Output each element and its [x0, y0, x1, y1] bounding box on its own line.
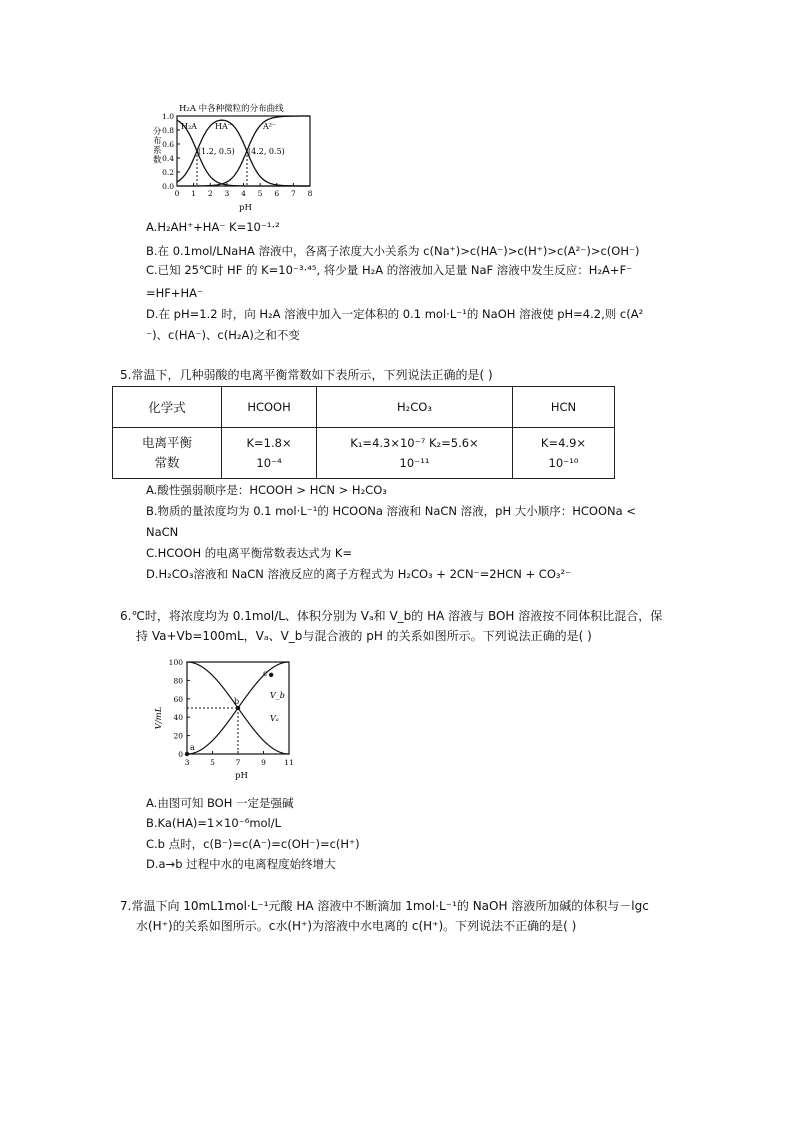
q6-option-b: B.Ka(HA)=1×10⁻⁶mol/L: [146, 816, 282, 830]
table-cell-h2co3: [317, 428, 513, 479]
hcooh-exp: 10⁻⁴: [256, 456, 282, 470]
y-tick-label: 60: [173, 694, 183, 704]
q4-option-c: C.已知 25℃时 HF 的 K=10⁻³·⁴⁵, 将少量 H₂A 的溶液加入足量 NaF 溶液中发生反应：H₂A+F⁻: [146, 263, 633, 277]
legend-ha: HA⁻: [215, 122, 232, 131]
q6-stem-line2: 持 Va+Vb=100mL，Vₐ、V_b与混合液的 pH 的关系如图所示。下列说法正确的是( ): [136, 629, 592, 643]
x-tick-label: 9: [261, 758, 266, 767]
x-tick-label: 7: [235, 758, 241, 767]
table-header-formula: 化学式: [113, 387, 222, 428]
y-axis-label-char: 数: [153, 155, 162, 166]
y-axis-label-char: 分: [153, 127, 162, 137]
q7-stem-line2: 水(H⁺)的关系如图所示。c水(H⁺)为溶液中水电离的 c(H⁺)。下列说法不正确的是( ): [136, 919, 577, 933]
x-tick-label: 4: [241, 189, 246, 198]
curve-label-va: Vₐ: [270, 714, 279, 723]
y-tick-label: 0.8: [162, 126, 174, 135]
y-tick-label: 80: [173, 676, 183, 686]
x-tick-label: 8: [307, 189, 313, 198]
x-tick-label: 2: [207, 189, 213, 198]
acid-constant-table: [112, 386, 615, 479]
q5-option-a: A.酸性强弱顺序是：HCOOH > HCN > H₂CO₃: [146, 483, 387, 497]
y-tick-label: 0.2: [162, 168, 174, 177]
legend-h2a: H₂A: [181, 122, 197, 131]
h2co3-k: K₁=4.3×10⁻⁷ K₂=5.6×: [350, 436, 479, 450]
y-axis-label: [153, 126, 162, 166]
y-tick-label: 40: [173, 713, 183, 723]
y-tick-label: 0: [178, 750, 183, 759]
legend-a2: A²⁻: [263, 122, 277, 131]
table-header-h2co3: H₂CO₃: [317, 387, 513, 428]
table-row-label: [113, 428, 222, 479]
y-axis-label-char: 系: [153, 146, 162, 156]
x-tick-label: 11: [284, 758, 294, 767]
hcn-exp: 10⁻¹⁰: [548, 456, 579, 470]
point-b: [236, 706, 240, 710]
q4-option-c-cont: =HF+HA⁻: [146, 286, 204, 300]
x-tick-label: 1: [191, 189, 197, 198]
hcn-k: K=4.9×: [540, 436, 587, 450]
point-label-b: b: [234, 697, 240, 706]
y-tick-label: 0.6: [162, 140, 174, 149]
q6-option-a: A.由图可知 BOH 一定是强碱: [146, 796, 294, 810]
y-axis-label-char: 布: [153, 136, 162, 147]
y-tick-label: 0.4: [162, 154, 174, 163]
y-axis-label: V/mL: [154, 706, 164, 730]
row-label-line1: 电离平衡: [142, 435, 193, 450]
y-tick-label: 1.0: [162, 112, 174, 121]
q5-option-b: B.物质的量浓度均为 0.1 mol·L⁻¹的 HCOONa 溶液和 NaCN 溶液，pH 大小顺序：HCOONa <: [146, 504, 636, 518]
row-label-line2: 常数: [154, 455, 180, 470]
distribution-chart: [145, 100, 325, 216]
volume-ph-chart: [145, 652, 305, 782]
x-tick-label: 7: [290, 189, 296, 198]
point-label-1: (1.2, 0.5): [198, 147, 235, 156]
x-tick-label: 6: [274, 189, 280, 198]
x-tick-label: 5: [257, 189, 263, 198]
q5-stem: 5.常温下，几种弱酸的电离平衡常数如下表所示，下列说法正确的是( ): [120, 368, 493, 382]
x-tick-label: 3: [224, 189, 230, 198]
x-tick-label: 0: [174, 189, 180, 198]
y-tick-label: 0.0: [162, 182, 174, 191]
q5-option-b-cont: NaCN: [146, 525, 179, 539]
y-tick-label: 100: [168, 658, 183, 667]
q5-option-d: D.H₂CO₃溶液和 NaCN 溶液反应的离子方程式为 H₂CO₃ + 2CN⁻=2HCN + CO₃²⁻: [146, 567, 572, 581]
point-label-a: a: [190, 743, 195, 752]
x-axis-label: pH: [235, 771, 248, 781]
curve-label-vb: V_b: [270, 691, 285, 700]
hcooh-k: K=1.8×: [246, 436, 292, 450]
table-header-hcooh: HCOOH: [222, 387, 317, 428]
x-tick-label: 3: [184, 758, 190, 767]
q6-stem-line1: 6.℃时，将浓度均为 0.1mol/L、体积分别为 Vₐ和 V_b的 HA 溶液与 BOH 溶液按不同体积比混合，保: [120, 609, 663, 623]
q6-option-c: C.b 点时，c(B⁻)=c(A⁻)=c(OH⁻)=c(H⁺): [146, 837, 360, 851]
point-a: [185, 752, 189, 756]
q4-option-d: D.在 pH=1.2 时，向 H₂A 溶液中加入一定体积的 0.1 mol·L⁻¹的 NaOH 溶液使 pH=4.2,则 c(A²: [146, 307, 644, 321]
point-c: [269, 673, 273, 677]
h2co3-exp: 10⁻¹¹: [399, 456, 430, 470]
q7-stem-line1: 7.常温下向 10mL1mol·L⁻¹元酸 HA 溶液中不断滴加 1mol·L⁻¹的 NaOH 溶液所加碱的体积与－lgc: [120, 899, 649, 913]
table-cell-hcooh: [222, 428, 317, 479]
table-cell-hcn: [512, 428, 614, 479]
q4-option-b: B.在 0.1mol/LNaHA 溶液中，各离子浓度大小关系为 c(Na⁺)>c(HA⁻)>c(H⁺)>c(A²⁻)>c(OH⁻): [146, 244, 640, 258]
point-label-2: (4.2, 0.5): [248, 147, 285, 156]
point-label-c: c: [263, 669, 268, 678]
y-tick-label: 20: [173, 731, 183, 741]
x-axis-label: pH: [239, 203, 252, 213]
x-tick-label: 5: [210, 758, 215, 767]
table-header-hcn: HCN: [512, 387, 614, 428]
chart-title: H₂A 中各种微粒的分布曲线: [179, 104, 284, 114]
q5-option-c: C.HCOOH 的电离平衡常数表达式为 K=: [146, 546, 353, 560]
q4-option-a: A.H₂AH⁺+HA⁻ K=10⁻¹·²: [146, 220, 280, 234]
q6-option-d: D.a→b 过程中水的电离程度始终增大: [146, 857, 336, 871]
q4-option-d-cont: ⁻)、c(HA⁻)、c(H₂A)之和不变: [146, 328, 300, 342]
